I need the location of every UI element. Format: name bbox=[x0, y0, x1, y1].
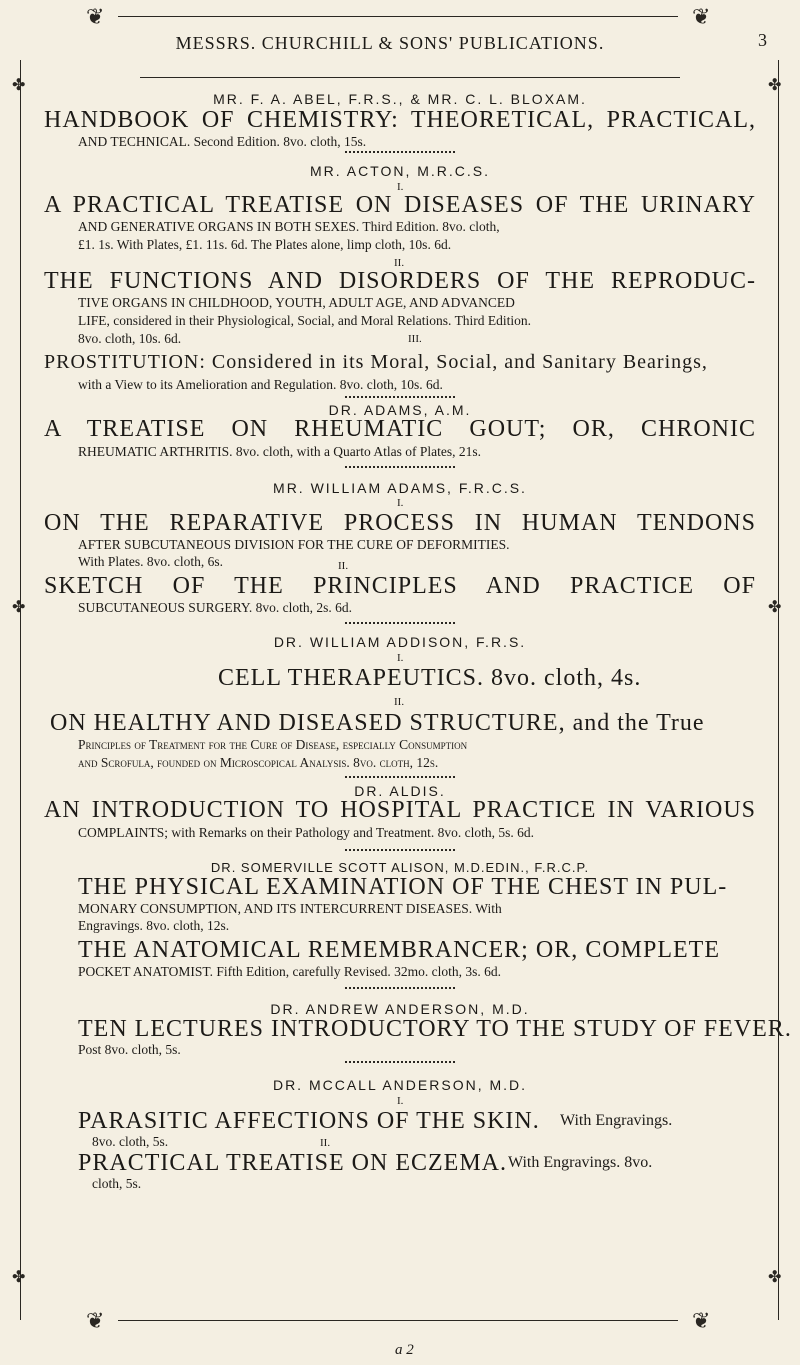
book-details: with a View to its Amelioration and Regulation. 8vo. cloth, 10s. 6d. bbox=[78, 377, 443, 392]
author-heading: DR. ANDREW ANDERSON, M.D. bbox=[270, 1001, 530, 1017]
book-details: AND TECHNICAL. Second Edition. 8vo. cloth, 15s. bbox=[78, 134, 367, 149]
book-details: SUBCUTANEOUS SURGERY. 8vo. cloth, 2s. 6d. bbox=[78, 600, 352, 615]
roman-numeral: II. bbox=[320, 1137, 331, 1149]
corner-ornament-icon: ❦ bbox=[86, 4, 105, 29]
author-heading: MR. F. A. ABEL, F.R.S., & MR. C. L. BLOXAM. bbox=[213, 91, 587, 107]
book-details: 8vo. cloth, 5s. bbox=[92, 1134, 169, 1149]
book-title: THE ANATOMICAL REMEMBRANCER; OR, COMPLETE bbox=[78, 937, 720, 963]
book-details: Post 8vo. cloth, 5s. bbox=[78, 1042, 181, 1057]
roman-numeral: I. bbox=[397, 652, 404, 664]
book-details: AND GENERATIVE ORGANS IN BOTH SEXES. Third Edition. 8vo. cloth, bbox=[78, 219, 500, 234]
book-details: MONARY CONSUMPTION, AND ITS INTERCURRENT DISEASES. With bbox=[78, 901, 502, 916]
book-title: PRACTICAL TREATISE ON ECZEMA. bbox=[78, 1150, 508, 1176]
book-details: With Plates. 8vo. cloth, 6s. bbox=[78, 554, 223, 569]
side-ornament-icon: ✤ bbox=[768, 77, 782, 94]
corner-ornament-icon: ❦ bbox=[692, 4, 711, 29]
author-heading: DR. ADAMS, A.M. bbox=[328, 402, 472, 418]
header-underline-rule bbox=[140, 77, 680, 78]
book-title: CELL THERAPEUTICS. 8vo. cloth, 4s. bbox=[218, 665, 642, 691]
book-details: and Scrofula, founded on Microscopical Analysis. 8vo. cloth, 12s. bbox=[78, 755, 439, 770]
book-details: Engravings. 8vo. cloth, 12s. bbox=[78, 918, 230, 933]
book-title: SKETCH OF THE PRINCIPLES AND PRACTICE OF bbox=[44, 573, 756, 599]
side-ornament-icon: ✤ bbox=[12, 77, 26, 94]
side-ornament-icon: ✤ bbox=[12, 599, 26, 616]
book-title: THE FUNCTIONS AND DISORDERS OF THE REPRODUC- bbox=[44, 268, 756, 294]
section-divider bbox=[345, 466, 455, 468]
book-details: POCKET ANATOMIST. Fifth Edition, carefully Revised. 32mo. cloth, 3s. 6d. bbox=[78, 964, 501, 979]
roman-numeral: I. bbox=[397, 181, 404, 193]
roman-numeral: I. bbox=[397, 497, 404, 509]
author-heading: MR. WILLIAM ADAMS, F.R.C.S. bbox=[273, 480, 527, 496]
roman-numeral: III. bbox=[408, 333, 422, 345]
book-details: 8vo. cloth, 10s. 6d. bbox=[78, 331, 182, 346]
author-heading: MR. ACTON, M.R.C.S. bbox=[309, 163, 491, 179]
author-heading: DR. ALDIS. bbox=[354, 783, 446, 799]
book-details: TIVE ORGANS IN CHILDHOOD, YOUTH, ADULT AGE, AND ADVANCED bbox=[78, 295, 515, 310]
corner-ornament-icon: ❦ bbox=[86, 1308, 105, 1333]
roman-numeral: II. bbox=[394, 257, 405, 269]
section-divider bbox=[345, 987, 455, 989]
book-title: PROSTITUTION: Considered in its Moral, Social, and Sanitary Bearings, bbox=[44, 351, 708, 373]
side-ornament-icon: ✤ bbox=[12, 1269, 26, 1286]
section-divider bbox=[345, 849, 455, 851]
roman-numeral: I. bbox=[397, 1095, 404, 1107]
left-border-rule bbox=[20, 60, 33, 1320]
book-title: AN INTRODUCTION TO HOSPITAL PRACTICE IN VARIOUS bbox=[44, 797, 756, 823]
book-details: With Engravings. 8vo. bbox=[508, 1154, 653, 1171]
bottom-border-rule bbox=[118, 1320, 678, 1321]
page-number: 3 bbox=[758, 30, 767, 50]
book-details: £1. 1s. With Plates, £1. 11s. 6d. The Plates alone, limp cloth, 10s. 6d. bbox=[78, 237, 452, 252]
book-details: With Engravings. bbox=[560, 1112, 673, 1129]
book-details: cloth, 5s. bbox=[92, 1176, 142, 1191]
book-title: THE PHYSICAL EXAMINATION OF THE CHEST IN PUL- bbox=[78, 874, 728, 900]
book-details: RHEUMATIC ARTHRITIS. 8vo. cloth, with a Quarto Atlas of Plates, 21s. bbox=[78, 444, 482, 459]
section-divider bbox=[345, 1061, 455, 1063]
book-title: ON HEALTHY AND DISEASED STRUCTURE, and the True bbox=[50, 710, 705, 736]
section-divider bbox=[345, 151, 455, 153]
section-divider bbox=[345, 396, 455, 398]
author-heading: DR. SOMERVILLE SCOTT ALISON, M.D.EDIN., F.R.C.P. bbox=[210, 860, 590, 875]
corner-ornament-icon: ❦ bbox=[692, 1308, 711, 1333]
roman-numeral: II. bbox=[394, 696, 405, 708]
top-border-rule bbox=[118, 16, 678, 17]
book-title: PARASITIC AFFECTIONS OF THE SKIN. bbox=[78, 1108, 540, 1134]
section-divider bbox=[345, 776, 455, 778]
book-title: TEN LECTURES INTRODUCTORY TO THE STUDY OF FEVER. bbox=[78, 1016, 792, 1042]
author-heading: DR. WILLIAM ADDISON, F.R.S. bbox=[273, 634, 527, 650]
book-title: A PRACTICAL TREATISE ON DISEASES OF THE URINARY bbox=[44, 192, 756, 218]
book-details: AFTER SUBCUTANEOUS DIVISION FOR THE CURE OF DEFORMITIES. bbox=[78, 537, 510, 552]
page-header: MESSRS. CHURCHILL & SONS' PUBLICATIONS. bbox=[175, 33, 605, 53]
book-title: A TREATISE ON RHEUMATIC GOUT; OR, CHRONIC bbox=[44, 416, 756, 442]
book-details: Principles of Treatment for the Cure of Disease, especially Consumption bbox=[78, 737, 468, 752]
signature-mark: a 2 bbox=[395, 1342, 414, 1358]
author-heading: DR. MCCALL ANDERSON, M.D. bbox=[272, 1077, 528, 1093]
section-divider bbox=[345, 622, 455, 624]
side-ornament-icon: ✤ bbox=[768, 599, 782, 616]
book-title: ON THE REPARATIVE PROCESS IN HUMAN TENDONS bbox=[44, 510, 756, 536]
roman-numeral: II. bbox=[338, 560, 349, 572]
book-details: COMPLAINTS; with Remarks on their Pathology and Treatment. 8vo. cloth, 5s. 6d. bbox=[78, 825, 534, 840]
book-details: LIFE, considered in their Physiological, Social, and Moral Relations. Third Edition. bbox=[78, 313, 532, 328]
side-ornament-icon: ✤ bbox=[768, 1269, 782, 1286]
book-title: HANDBOOK OF CHEMISTRY: THEORETICAL, PRACTICAL, bbox=[44, 107, 756, 133]
